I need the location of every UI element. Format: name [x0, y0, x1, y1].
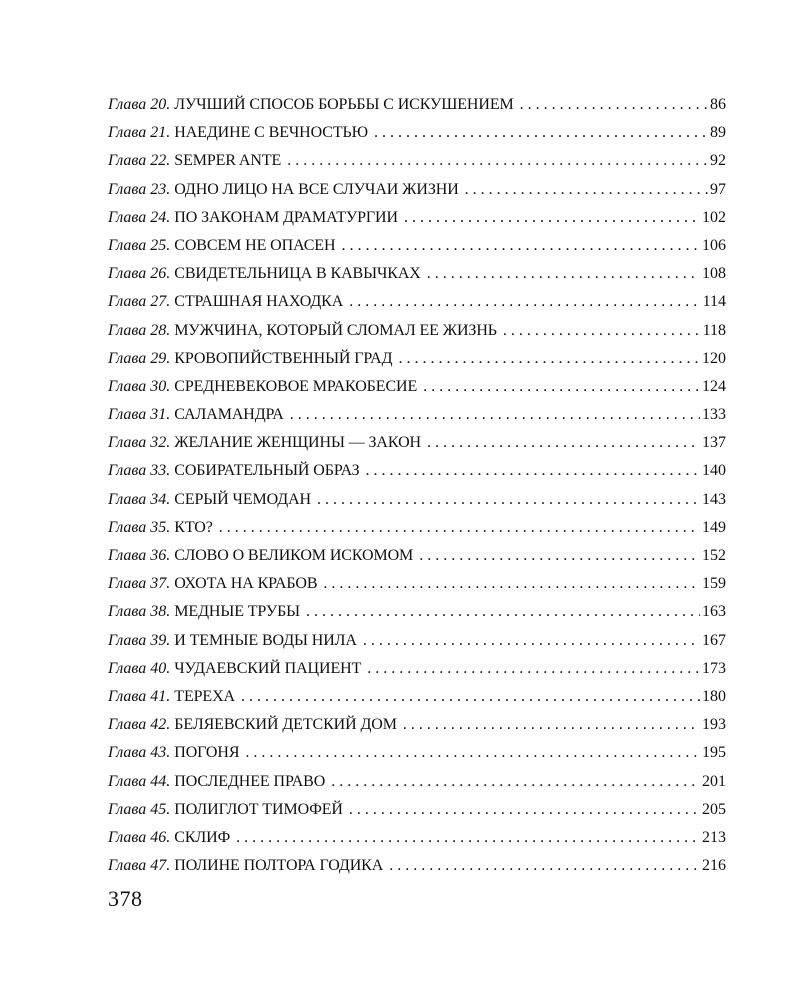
dot-leader [423, 373, 700, 401]
toc-entry-27 [108, 288, 726, 316]
page-number: 140 [702, 462, 726, 480]
chapter-number: Глава 30. [108, 377, 171, 395]
dot-leader [317, 486, 700, 514]
chapter-title: SEMPER ANTE [174, 152, 282, 170]
toc-entry-38 [108, 598, 726, 626]
toc-entry-47 [108, 852, 726, 880]
toc-entry-30 [108, 373, 726, 401]
page-number: 167 [702, 631, 726, 649]
chapter-title: ЛУЧШИЙ СПОСОБ БОРЬБЫ С ИСКУШЕНИЕМ [174, 96, 514, 113]
toc-entry-26 [108, 260, 726, 288]
chapter-number: Глава 47. [108, 857, 171, 875]
chapter-title: МЕДНЫЕ ТРУБЫ [174, 603, 301, 621]
chapter-title: И ТЕМНЫЕ ВОДЫ НИЛА [174, 631, 357, 649]
page-number: 159 [702, 575, 726, 593]
toc-entry-40 [108, 655, 726, 683]
dot-leader [367, 655, 700, 683]
page-number: 143 [702, 490, 726, 508]
dot-leader [403, 711, 700, 739]
page-number: 216 [702, 857, 726, 875]
chapter-number: Глава 45. [108, 800, 171, 818]
chapter-number: Глава 23. [108, 180, 171, 198]
page-number: 213 [702, 828, 726, 846]
dot-leader [290, 401, 700, 429]
chapter-number: Глава 46. [108, 828, 171, 846]
page-number: 173 [702, 659, 726, 677]
chapter-title: СТРАШНАЯ НАХОДКА [174, 293, 344, 311]
folio-page-number: 378 [108, 886, 143, 911]
page-number: 205 [702, 800, 726, 818]
dot-leader [465, 176, 708, 204]
dot-leader [427, 429, 700, 457]
toc-entry-41 [108, 683, 726, 711]
chapter-title: СРЕДНЕВЕКОВОЕ МРАКОБЕСИЕ [174, 377, 418, 395]
chapter-number: Глава 38. [108, 603, 171, 621]
chapter-number: Глава 39. [108, 631, 171, 649]
chapter-number: Глава 44. [108, 772, 171, 790]
chapter-title: СОВСЕМ НЕ ОПАСЕН [174, 236, 336, 254]
toc-entry-32 [108, 429, 726, 457]
page-number: 195 [702, 744, 726, 762]
page-number: 180 [702, 687, 726, 705]
chapter-number: Глава 42. [108, 716, 171, 734]
chapter-number: Глава 29. [108, 349, 171, 367]
chapter-number: Глава 20. [108, 96, 171, 113]
page-number: 201 [702, 772, 726, 790]
chapter-title: ОХОТА НА КРАБОВ [174, 575, 318, 593]
dot-leader [241, 683, 700, 711]
chapter-title: МУЖЧИНА, КОТОРЫЙ СЛОМАЛ ЕЕ ЖИЗНЬ [174, 321, 497, 339]
chapter-title: ПОГОНЯ [174, 744, 240, 762]
chapter-title: СЛОВО О ВЕЛИКОМ ИСКОМОМ [174, 547, 414, 564]
dot-leader [520, 91, 708, 119]
toc-entry-37 [108, 570, 726, 598]
page-number: 108 [702, 265, 726, 283]
chapter-title: КРОВОПИЙСТВЕННЫЙ ГРАД [174, 349, 393, 367]
chapter-title: САЛАМАНДРА [174, 406, 284, 424]
dot-leader [503, 317, 701, 345]
chapter-title: ЧУДАЕВСКИЙ ПАЦИЕНТ [174, 659, 362, 677]
page-number: 92 [710, 152, 726, 170]
page-number: 163 [702, 603, 726, 621]
chapter-number: Глава 41. [108, 687, 171, 705]
chapter-title: СВИДЕТЕЛЬНИЦА В КАВЫЧКАХ [174, 265, 421, 283]
chapter-number: Глава 21. [108, 124, 171, 142]
page-number: 133 [702, 406, 726, 424]
dot-leader [389, 852, 700, 880]
dot-leader [427, 260, 700, 288]
page-number: 97 [710, 180, 726, 198]
toc-entry-29 [108, 345, 726, 373]
page-number: 193 [702, 716, 726, 734]
chapter-number: Глава 22. [108, 152, 171, 170]
toc-entry-44 [108, 768, 726, 796]
toc-entry-33 [108, 457, 726, 485]
toc-entry-35 [108, 514, 726, 542]
table-of-contents [108, 91, 726, 880]
chapter-title: ПОСЛЕДНЕЕ ПРАВО [174, 772, 326, 790]
chapter-title: ПОЛИГЛОТ ТИМОФЕЙ [174, 800, 343, 818]
chapter-title: ЖЕЛАНИЕ ЖЕНЩИНЫ — ЗАКОН [174, 434, 421, 452]
page-number: 149 [702, 518, 726, 536]
page-number: 152 [702, 547, 726, 564]
toc-entry-20 [108, 91, 726, 119]
dot-leader [236, 824, 700, 852]
toc-entry-28 [108, 317, 726, 345]
chapter-title: ПОЛИНЕ ПОЛТОРА ГОДИКА [174, 857, 384, 875]
toc-entry-42 [108, 711, 726, 739]
toc-entry-39 [108, 627, 726, 655]
chapter-title: СЕРЫЙ ЧЕМОДАН [174, 490, 311, 508]
page-number: 86 [710, 96, 726, 113]
dot-leader [398, 345, 700, 373]
toc-entry-45 [108, 796, 726, 824]
chapter-number: Глава 43. [108, 744, 171, 762]
chapter-title: БЕЛЯЕВСКИЙ ДЕТСКИЙ ДОМ [174, 716, 397, 734]
chapter-number: Глава 27. [108, 293, 171, 311]
chapter-number: Глава 32. [108, 434, 171, 452]
dot-leader [323, 570, 700, 598]
dot-leader [419, 542, 700, 570]
chapter-number: Глава 24. [108, 208, 171, 226]
toc-entry-43 [108, 739, 726, 767]
chapter-title: ОДНО ЛИЦО НА ВСЕ СЛУЧАИ ЖИЗНИ [174, 180, 459, 198]
toc-entry-31 [108, 401, 726, 429]
chapter-number: Глава 35. [108, 518, 171, 536]
toc-entry-22 [108, 147, 726, 175]
chapter-title: СКЛИФ [174, 828, 231, 846]
page-number: 102 [702, 208, 726, 226]
dot-leader [341, 232, 700, 260]
page-number: 137 [702, 434, 726, 452]
dot-leader [366, 457, 700, 485]
dot-leader [404, 204, 700, 232]
chapter-title: НАЕДИНЕ С ВЕЧНОСТЬЮ [174, 124, 368, 142]
toc-entry-36 [108, 542, 726, 570]
toc-entry-21 [108, 119, 726, 147]
chapter-number: Глава 40. [108, 659, 171, 677]
chapter-title: ТЕРЕХА [174, 687, 235, 705]
page-number: 106 [702, 236, 726, 254]
chapter-number: Глава 37. [108, 575, 171, 593]
dot-leader [374, 119, 708, 147]
chapter-number: Глава 28. [108, 321, 171, 339]
dot-leader [245, 739, 700, 767]
dot-leader [363, 627, 700, 655]
chapter-number: Глава 36. [108, 547, 171, 564]
dot-leader [349, 796, 700, 824]
chapter-number: Глава 26. [108, 265, 171, 283]
dot-leader [287, 147, 708, 175]
chapter-number: Глава 34. [108, 490, 171, 508]
dot-leader [219, 514, 700, 542]
chapter-number: Глава 33. [108, 462, 171, 480]
chapter-number: Глава 31. [108, 406, 171, 424]
chapter-number: Глава 25. [108, 236, 171, 254]
dot-leader [306, 598, 700, 626]
dot-leader [331, 768, 700, 796]
toc-entry-46 [108, 824, 726, 852]
chapter-title: ПО ЗАКОНАМ ДРАМАТУРГИИ [174, 208, 398, 226]
page-number: 114 [702, 293, 726, 311]
page-number: 89 [710, 124, 726, 142]
page-number: 124 [702, 377, 726, 395]
toc-entry-25 [108, 232, 726, 260]
chapter-title: СОБИРАТЕЛЬНЫЙ ОБРАЗ [174, 462, 360, 480]
toc-entry-23 [108, 176, 726, 204]
page-number: 118 [702, 321, 726, 339]
page-number: 120 [702, 349, 726, 367]
dot-leader [349, 288, 700, 316]
chapter-title: КТО? [174, 518, 213, 536]
toc-entry-34 [108, 486, 726, 514]
toc-entry-24 [108, 204, 726, 232]
